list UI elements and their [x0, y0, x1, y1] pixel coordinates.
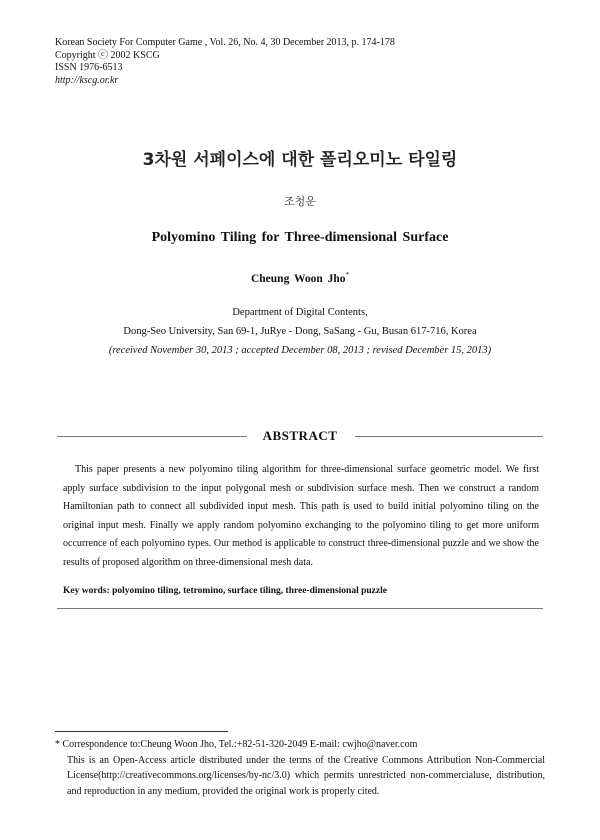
author-footnote-mark: *	[345, 271, 350, 279]
author-name: Cheung Woon Jho	[250, 272, 346, 285]
author-english	[0, 271, 600, 285]
abstract-heading: ABSTRACT	[262, 428, 338, 443]
journal-header	[55, 37, 395, 87]
title-korean: 3차원 서페이스에 대한 폴리오미노 타일링	[142, 150, 458, 170]
affiliation-address: Dong-Seo University, San 69-1, JuRye - Dong, SaSang - Gu, Busan 617-716, Korea	[123, 326, 477, 337]
keywords-rule	[57, 608, 543, 609]
license-note: This is an Open-Access article distributed under the terms of the Creative Commons Attribution Non-Commercial License(http://creativecommons.org/licenses/by-nc/3.0) which permits unrestricted non-commercialuse, distribution, and reproduction in any medium, provided the original work is properly cited.	[67, 754, 545, 797]
footnote	[55, 737, 545, 799]
journal-citation: Korean Society For Computer Game , Vol. 26, No. 4, 30 December 2013, p. 174-178	[55, 37, 395, 48]
issn: ISSN 1976-6513	[55, 62, 123, 73]
abstract-text: This paper presents a new polyomino tiling algorithm for three-dimensional surface geometric model. We first apply surface subdivision to the input polygonal mesh or subdivision surface mesh. Then we construct a random Hamiltonian path to connect all subdivided input mesh. This path is used to build initial polyomino tiling on the original input mesh. Finally we apply random polyomino exchanging to the polyomino tiling to get more uniform occurrence of each polyomino types. Our method is applicable to construct three-dimensional puzzle and we show the results of proposed algorithm on three-dimensional mesh data.	[63, 464, 539, 568]
affiliation-department: Department of Digital Contents,	[232, 307, 368, 318]
footnote-rule	[55, 731, 228, 732]
correspondence-note: * Correspondence to:Cheung Woon Jho, Tel.:+82-51-320-2049 E-mail: cwjho@naver.com	[55, 739, 418, 750]
received-dates: (received November 30, 2013 ; accepted December 08, 2013 ; revised December 15, 2013)	[108, 345, 492, 356]
journal-url: http://kscg.or.kr	[55, 74, 119, 86]
author-korean: 조청운	[284, 195, 316, 208]
copyright: Copyright ⓒ 2002 KSCG	[55, 49, 160, 61]
abstract-rule-right	[355, 436, 543, 437]
title-english: Polyomino Tiling for Three-dimensional Surface	[151, 230, 449, 245]
keywords: Key words: polyomino tiling, tetromino, surface tiling, three-dimensional puzzle	[63, 586, 387, 596]
